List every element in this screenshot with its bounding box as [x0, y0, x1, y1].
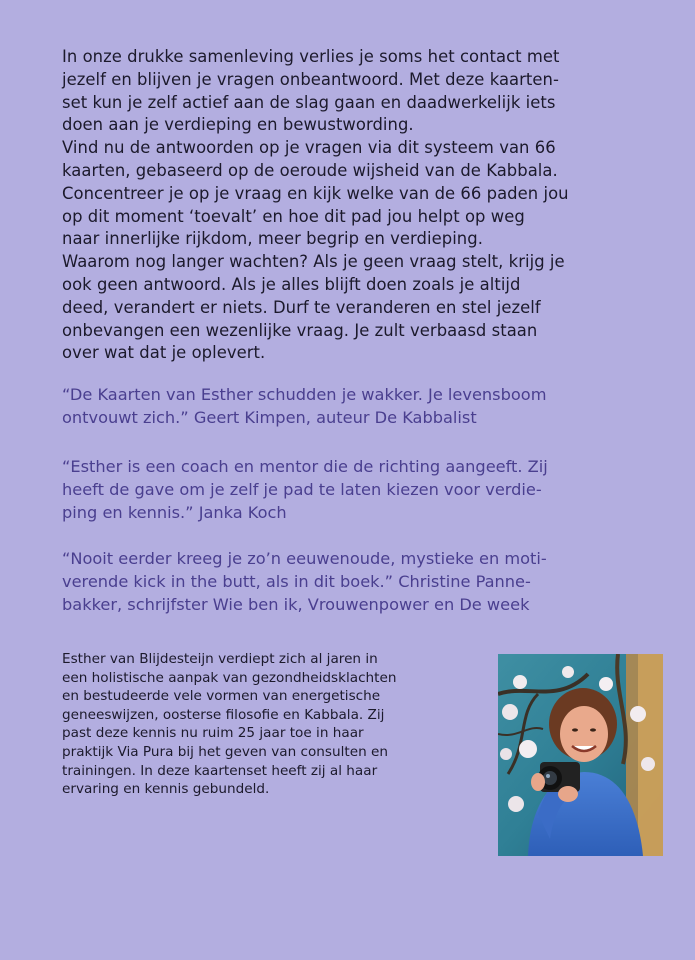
- intro-line: In onze drukke samenleving verlies je soms het contact met: [62, 47, 560, 66]
- quote-line: ontvouwt zich.” Geert Kimpen, auteur De Kabbalist: [62, 407, 477, 427]
- bio-line: en bestudeerde vele vormen van energetische: [62, 688, 381, 705]
- bio-line: praktijk Via Pura bij het geven van consulten en: [62, 743, 389, 760]
- quote-christine-pannebakker: [62, 548, 642, 616]
- intro-line: kaarten, gebaseerd op de oeroude wijsheid van de Kabbala.: [62, 160, 558, 180]
- intro-text: [62, 46, 642, 365]
- bio-line: een holistische aanpak van gezondheidsklachten: [62, 669, 397, 686]
- intro-line: onbevangen een wezenlijke vraag. Je zult verbaasd staan: [62, 320, 538, 340]
- intro-line: Concentreer je op je vraag en kijk welke van de 66 paden jou: [62, 183, 569, 203]
- bio-line: Esther van Blijdesteijn verdiept zich al jaren in: [62, 651, 378, 667]
- quote-line: “De Kaarten van Esther schudden je wakker. Je levensboom: [62, 385, 547, 404]
- quote-line: verende kick in the butt, als in dit boek.” Christine Panne-: [62, 571, 531, 591]
- intro-line: over wat dat je oplevert.: [62, 343, 266, 363]
- intro-line: jezelf en blijven je vragen onbeantwoord. Met deze kaarten-: [62, 69, 559, 89]
- bio-line: past deze kennis nu ruim 25 jaar toe in haar: [62, 725, 364, 742]
- intro-line: op dit moment ‘toevalt’ en hoe dit pad jou helpt op weg: [62, 206, 525, 226]
- intro-line: ook geen antwoord. Als je alles blijft doen zoals je altijd: [62, 274, 521, 294]
- intro-line: set kun je zelf actief aan de slag gaan en daadwerkelijk iets: [62, 92, 556, 112]
- bio-line: trainingen. In deze kaartenset heeft zij al haar: [62, 762, 378, 779]
- intro-line: Vind nu de antwoorden op je vragen via dit systeem van 66: [62, 138, 556, 158]
- quote-line: bakker, schrijfster Wie ben ik, Vrouwenpower en De week: [62, 594, 530, 614]
- quote-line: heeft de gave om je zelf je pad te laten kiezen voor verdie-: [62, 479, 542, 499]
- bio-line: geneeswijzen, oosterse filosofie en Kabbala. Zij: [62, 706, 385, 723]
- quote-geert-kimpen: [62, 384, 642, 430]
- intro-line: deed, verandert er niets. Durf te veranderen en stel jezelf: [62, 297, 541, 317]
- quote-line: “Nooit eerder kreeg je zo’n eeuwenoude, mystieke en moti-: [62, 549, 547, 568]
- quote-janka-koch: [62, 456, 642, 524]
- quote-line: “Esther is een coach en mentor die de richting aangeeft. Zij: [62, 457, 548, 476]
- intro-line: doen aan je verdieping en bewustwording.: [62, 115, 414, 135]
- intro-line: Waarom nog langer wachten? Als je geen vraag stelt, krijg je: [62, 252, 565, 272]
- bio-line: ervaring en kennis gebundeld.: [62, 781, 270, 798]
- author-bio: [62, 650, 492, 799]
- quote-line: ping en kennis.” Janka Koch: [62, 502, 287, 522]
- intro-line: naar innerlijke rijkdom, meer begrip en verdieping.: [62, 229, 483, 249]
- author-photo: [498, 654, 663, 856]
